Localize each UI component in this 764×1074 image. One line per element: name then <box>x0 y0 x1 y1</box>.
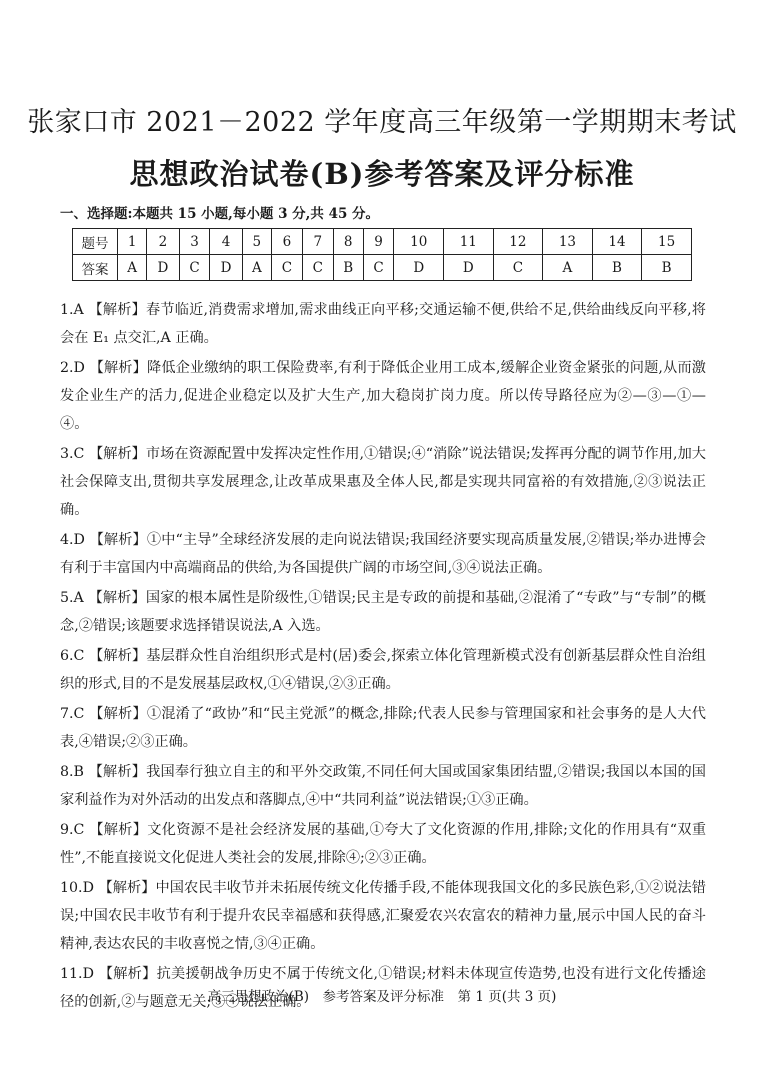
item-number: 8.B <box>60 764 84 780</box>
item-text: 【解析】抗美援朝战争历史不属于传统文化,①错误;材料未体现宣传造势,也没有进行文化传播途径的创新,②与题意无关;③④说法正确。 <box>60 966 706 1010</box>
answer-cell: B <box>642 255 692 281</box>
answer-cell: C <box>271 255 302 281</box>
item-number: 4.D <box>60 532 85 548</box>
explanation-item <box>60 758 706 814</box>
item-number: 7.C <box>60 706 85 722</box>
answer-cell: C <box>493 255 543 281</box>
explanation-item <box>60 700 706 756</box>
item-number: 2.D <box>60 360 85 376</box>
item-number: 3.C <box>60 446 85 462</box>
answer-row <box>73 255 692 281</box>
question-number: 3 <box>179 229 210 255</box>
document-title: 思想政治试卷(B)参考答案及评分标准 <box>129 157 635 191</box>
question-number: 14 <box>592 229 642 255</box>
explanation-item <box>60 526 706 582</box>
item-number: 11.D <box>60 966 94 982</box>
question-number: 12 <box>493 229 543 255</box>
answer-cell: A <box>242 255 271 281</box>
item-number: 1.A <box>60 302 84 318</box>
item-number: 5.A <box>60 590 84 606</box>
question-number: 9 <box>363 229 394 255</box>
explanation-item <box>60 874 706 958</box>
explanation-list <box>60 296 706 1018</box>
item-number: 9.C <box>60 822 85 838</box>
answer-cell: D <box>444 255 494 281</box>
explanation-item <box>60 296 706 352</box>
item-number: 10.D <box>60 880 94 896</box>
item-number: 6.C <box>60 648 85 664</box>
question-number-row <box>73 229 692 255</box>
question-number: 13 <box>543 229 593 255</box>
item-text: 【解析】我国奉行独立自主的和平外交政策,不同任何大国或国家集团结盟,②错误;我国以本国的国家利益作为对外活动的出发点和落脚点,④中“共同利益”说法错误;①③正确。 <box>60 764 706 808</box>
answer-cell: C <box>302 255 333 281</box>
question-number: 1 <box>118 229 147 255</box>
item-text: 【解析】①中“主导”全球经济发展的走向说法错误;我国经济要实现高质量发展,②错误;举办进博会有利于丰富国内中高端商品的供给,为各国提供广阔的市场空间,③④说法正确。 <box>60 532 706 576</box>
question-number: 15 <box>642 229 692 255</box>
item-text: 【解析】市场在资源配置中发挥决定性作用,①错误;④“消除”说法错误;发挥再分配的调节作用,加大社会保障支出,贯彻共享发展理念,让改革成果惠及全体人民,都是实现共同富裕的有效措施,②③说法正确。 <box>60 446 706 518</box>
question-number: 10 <box>394 229 444 255</box>
question-number: 7 <box>302 229 333 255</box>
answer-cell: A <box>543 255 593 281</box>
answer-cell: C <box>363 255 394 281</box>
item-text: 【解析】文化资源不是社会经济发展的基础,①夸大了文化资源的作用,排除;文化的作用具有“双重性”,不能直接说文化促进人类社会的发展,排除④;②③正确。 <box>60 822 707 866</box>
question-number: 6 <box>271 229 302 255</box>
answer-cell: D <box>210 255 242 281</box>
answer-cell: A <box>118 255 147 281</box>
answer-cell: B <box>592 255 642 281</box>
item-text: 【解析】①混淆了“政协”和“民主党派”的概念,排除;代表人民参与管理国家和社会事务的是人大代表,④错误;②③正确。 <box>60 706 706 750</box>
explanation-item <box>60 440 706 524</box>
question-number: 5 <box>242 229 271 255</box>
question-number: 4 <box>210 229 242 255</box>
section-heading: 一、选择题:本题共 15 小题,每小题 3 分,共 45 分。 <box>60 206 380 222</box>
question-number: 2 <box>147 229 179 255</box>
answer-cell: B <box>333 255 363 281</box>
question-number: 8 <box>333 229 363 255</box>
answer-cell: D <box>394 255 444 281</box>
explanation-item <box>60 354 706 438</box>
item-text: 【解析】基层群众性自治组织形式是村(居)委会,探索立体化管理新模式没有创新基层群众性自治组织的形式,目的不是发展基层政权,①④错误,②③正确。 <box>60 648 706 692</box>
explanation-item <box>60 642 706 698</box>
exam-title: 张家口市 2021－2022 学年度高三年级第一学期期末考试 <box>27 107 737 138</box>
explanation-item <box>60 816 706 872</box>
item-text: 【解析】中国农民丰收节并未拓展传统文化传播手段,不能体现我国文化的多民族色彩,①②说法错误;中国农民丰收节有利于提升农民幸福感和获得感,汇聚爱农兴农富农的精神力量,展示中国人民的奋斗精神,表达农民的丰收喜悦之情,③④正确。 <box>60 880 706 952</box>
item-text: 【解析】春节临近,消费需求增加,需求曲线正向平移;交通运输不便,供给不足,供给曲线反向平移,将会在 E₁ 点交汇,A 正确。 <box>60 302 706 346</box>
answer-table <box>72 228 692 281</box>
page-footer: 高三思想政治(B) 参考答案及评分标准 第 1 页(共 3 页) <box>207 989 557 1005</box>
question-number: 11 <box>444 229 494 255</box>
row-header-question: 题号 <box>73 229 118 255</box>
answer-cell: C <box>179 255 210 281</box>
item-text: 【解析】降低企业缴纳的职工保险费率,有利于降低企业用工成本,缓解企业资金紧张的问题,从而激发企业生产的活力,促进企业稳定以及扩大生产,加大稳岗扩岗力度。所以传导路径应为②—③—①—④。 <box>60 360 706 432</box>
row-header-answer: 答案 <box>73 255 118 281</box>
explanation-item <box>60 584 706 640</box>
answer-cell: D <box>147 255 179 281</box>
item-text: 【解析】国家的根本属性是阶级性,①错误;民主是专政的前提和基础,②混淆了“专政”与“专制”的概念,②错误;该题要求选择错误说法,A 入选。 <box>60 590 706 634</box>
